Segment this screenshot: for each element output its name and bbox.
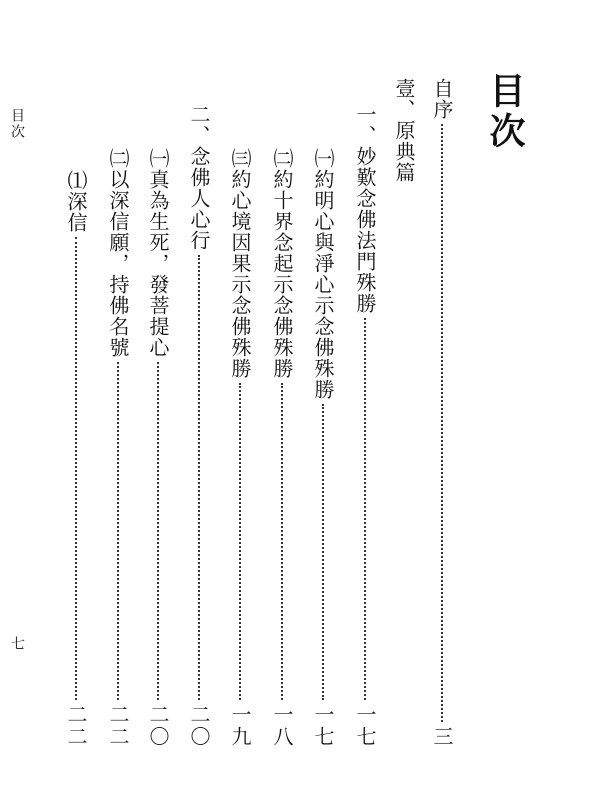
toc-leader [364,318,366,700]
toc-entry[interactable] [392,78,416,183]
toc-entry[interactable] [146,148,170,748]
toc-entry-page: 一七 [311,704,335,748]
toc-leader [75,237,77,700]
running-head: 目次 [9,108,25,140]
toc-leader [281,383,283,700]
toc-entry[interactable] [64,170,88,748]
toc-entry-page: 二〇 [187,704,211,748]
toc-entry-label: 一、妙歎念佛法門殊勝 [353,104,377,314]
toc-entry-page: 一九 [228,704,252,748]
toc-entry-page: 二二 [64,704,88,748]
toc-entry[interactable] [430,78,454,748]
toc-entry[interactable] [106,148,130,748]
toc-entry-label: ⑴深信 [64,170,88,233]
toc-entry[interactable] [187,104,211,748]
toc-entry-page: 一八 [270,704,294,748]
page-title: 目次 [484,72,526,152]
toc-entry[interactable] [228,148,252,748]
toc-leader [239,383,241,700]
toc-entry-label: 壹、原典篇 [392,78,416,183]
toc-entry[interactable] [311,148,335,748]
toc-entry-page: 二〇 [146,704,170,748]
toc-entry-page: 一七 [353,704,377,748]
toc-entry-label: ㈠真為生死，發菩提心 [146,148,170,358]
page-number: 七 [9,636,25,652]
toc-entry-page: 三 [430,726,454,748]
toc-leader [198,255,200,700]
toc-leader [322,404,324,700]
toc-entry-label: ㈠約明心與淨心示念佛殊勝 [311,148,335,400]
toc-leader [441,124,443,722]
toc-entry-label: ㈡以深信願，持佛名號 [106,148,130,358]
toc-entry[interactable] [353,104,377,748]
toc-entry[interactable] [270,148,294,748]
toc-entry-label: ㈢約心境因果示念佛殊勝 [228,148,252,379]
toc-leader [117,362,119,700]
toc-leader [157,362,159,700]
toc-entry-label: 自序 [430,78,454,120]
toc-entry-label: 二、念佛人心行 [187,104,211,251]
toc-entry-label: ㈡約十界念起示念佛殊勝 [270,148,294,379]
toc-entry-page: 二二 [106,704,130,748]
